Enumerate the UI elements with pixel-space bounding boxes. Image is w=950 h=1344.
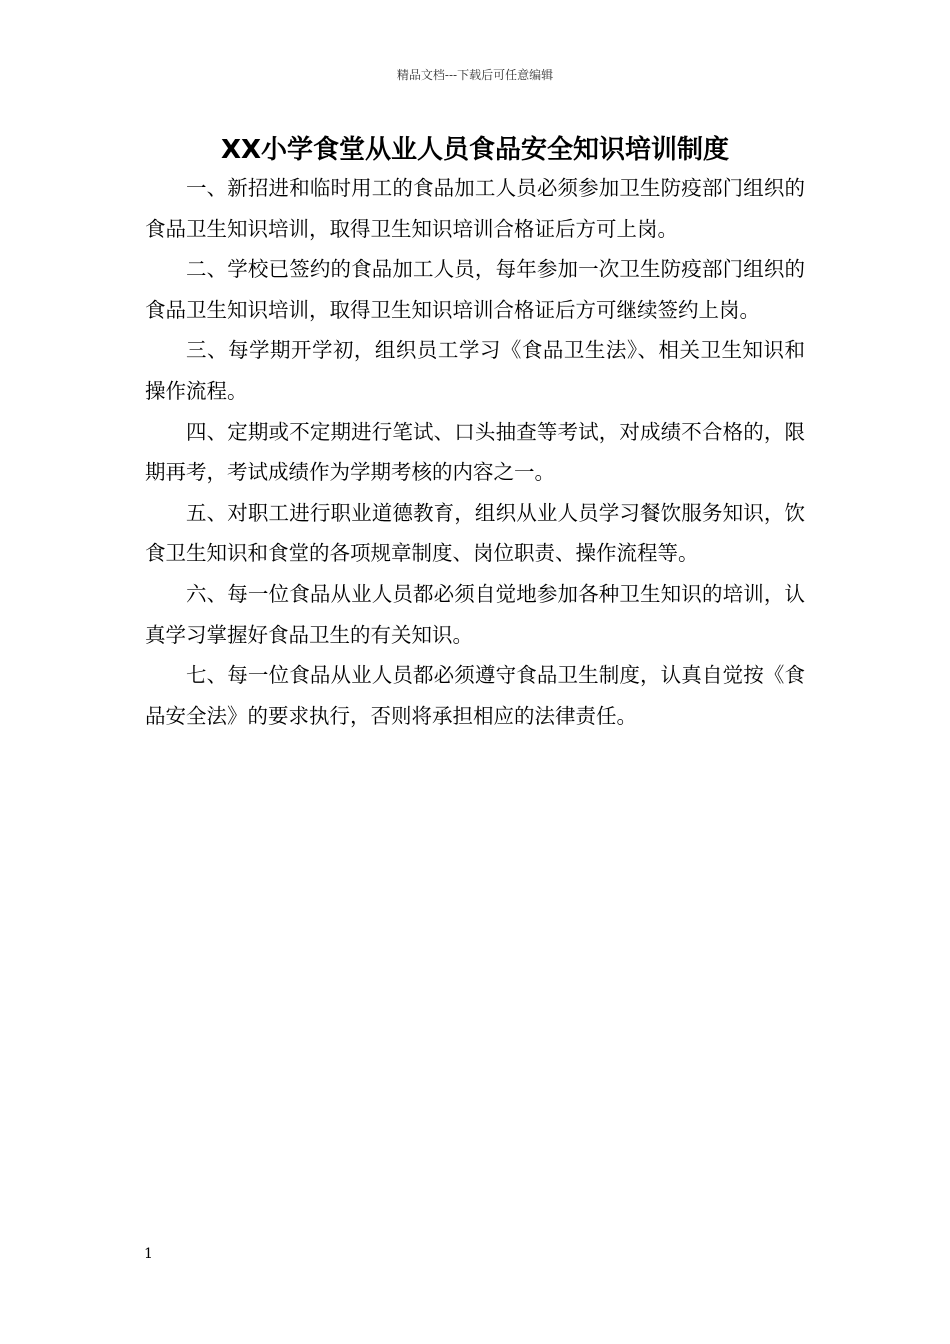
paragraph-1: 一、新招进和临时用工的食品加工人员必须参加卫生防疫部门组织的食品卫生知识培训，取得卫生知识培训合格证后方可上岗。 — [145, 176, 805, 241]
paragraph-3: 三、每学期开学初，组织员工学习《食品卫生法》、相关卫生知识和操作流程。 — [145, 338, 805, 403]
page-number: 1 — [144, 1246, 153, 1262]
document-title: XX小学食堂从业人员食品安全知识培训制度 — [220, 135, 730, 165]
paragraph-2: 二、学校已签约的食品加工人员，每年参加一次卫生防疫部门组织的食品卫生知识培训，取得卫生知识培训合格证后方可继续签约上岗。 — [145, 257, 805, 322]
header-note: 精品文档---下载后可任意编辑 — [396, 68, 554, 82]
paragraph-7: 七、每一位食品从业人员都必须遵守食品卫生制度，认真自觉按《食品安全法》的要求执行，否则将承担相应的法律责任。 — [145, 663, 805, 728]
paragraph-6: 六、每一位食品从业人员都必须自觉地参加各种卫生知识的培训，认真学习掌握好食品卫生的有关知识。 — [145, 581, 805, 647]
paragraph-5: 五、对职工进行职业道德教育，组织从业人员学习餐饮服务知识，饮食卫生知识和食堂的各项规章制度、岗位职责、操作流程等。 — [145, 500, 805, 566]
paragraph-4: 四、定期或不定期进行笔试、口头抽查等考试，对成绩不合格的，限期再考，考试成绩作为学期考核的内容之一。 — [145, 419, 805, 485]
document-body — [145, 168, 805, 736]
